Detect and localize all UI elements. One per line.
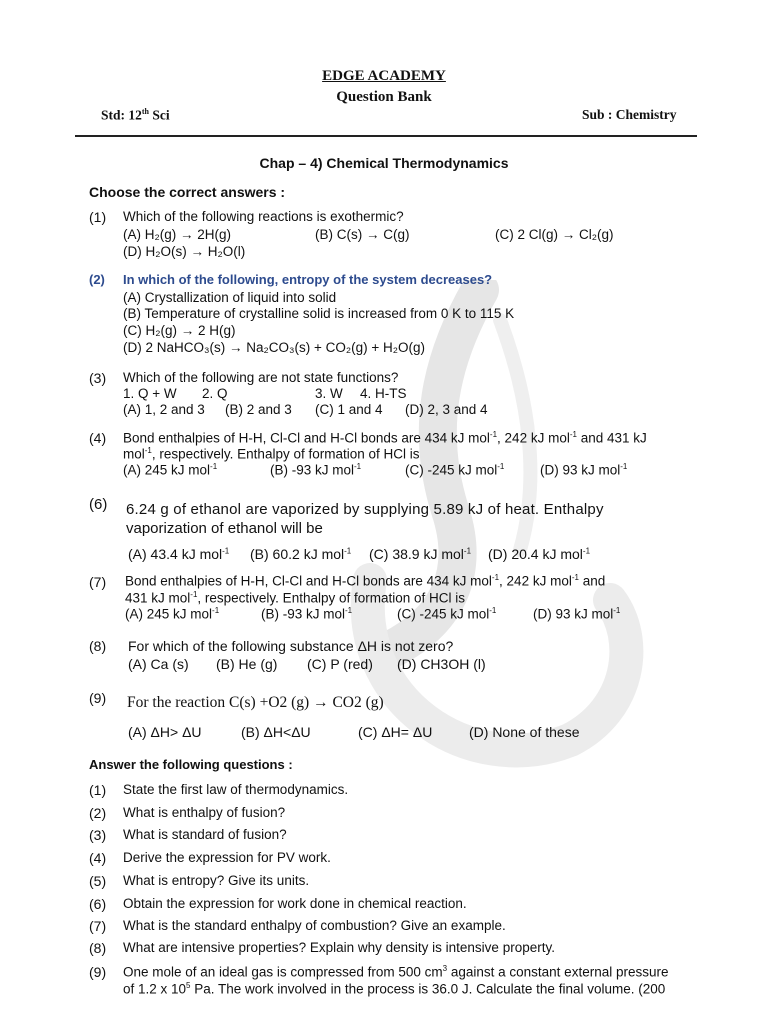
question-text-line-2: vaporization of ethanol will be	[126, 520, 323, 537]
option-c: (C) 1 and 4	[315, 402, 383, 417]
question-text: Derive the expression for PV work.	[123, 850, 331, 865]
option-d: (D) 93 kJ mol$^{-1}$	[540, 462, 628, 478]
option-c: (C) -245 kJ mol$^{-1}$	[405, 462, 505, 478]
option-b: (B) 60.2 kJ mol$^{-1}$	[250, 546, 352, 562]
question-number: (5)	[89, 873, 107, 889]
question-text: What is entropy? Give its units.	[123, 873, 310, 888]
standard-label: Std: 12th Sci	[101, 107, 170, 123]
question-number: (9)	[89, 690, 107, 706]
option-b: (B) Temperature of crystalline solid is increased from 0 K to 115 K	[123, 306, 515, 321]
question-text-line-2: of 1.2 x $10^5$ Pa. The work involved in the process is 36.0 J. Calculate the final volume. (200	[123, 981, 666, 997]
option-a: (A) 43.4 kJ mol$^{-1}$	[128, 546, 230, 562]
question-number: (4)	[89, 430, 107, 446]
question-text-line-2: mol$^{-1}$, respectively. Enthalpy of formation of HCl is	[123, 446, 420, 462]
edge-academy-watermark-logo	[330, 280, 650, 800]
option-c: (C) 2 Cl(g) → Cl₂(g)	[495, 227, 614, 242]
statement-1: 1. Q + W	[123, 386, 177, 401]
qa-heading: Answer the following questions :	[89, 757, 293, 772]
option-b: (B) ΔH<ΔU	[241, 724, 311, 740]
option-a: (A) Crystallization of liquid into solid	[123, 290, 337, 305]
option-a: (A) 245 kJ mol$^{-1}$	[125, 606, 220, 622]
option-a: (A) Ca (s)	[128, 656, 189, 672]
chapter-title: Chap – 4) Chemical Thermodynamics	[259, 155, 509, 171]
question-text-line-1: One mole of an ideal gas is compressed from 500 $cm^3$ against a constant external pressure	[123, 964, 669, 980]
question-text: State the first law of thermodynamics.	[123, 782, 349, 797]
statement-4: 4. H-TS	[360, 386, 407, 401]
question-text: What is enthalpy of fusion?	[123, 805, 286, 820]
option-a: (A) ΔH> ΔU	[128, 724, 202, 740]
option-b: (B) He (g)	[216, 656, 278, 672]
option-d: (D) None of these	[469, 724, 580, 740]
question-text: What is the standard enthalpy of combustion? Give an example.	[123, 918, 506, 933]
document-subtitle: Question Bank	[336, 89, 432, 105]
question-number: (7)	[89, 918, 107, 934]
option-c: (C) H₂(g) → 2 H(g)	[123, 323, 236, 338]
option-b: (B) -93 kJ mol$^{-1}$	[261, 606, 353, 622]
option-c: (C) ΔH= ΔU	[358, 724, 433, 740]
header-divider	[75, 135, 697, 137]
question-number: (8)	[89, 940, 107, 956]
option-a: (A) 245 kJ mol$^{-1}$	[123, 462, 218, 478]
question-text: For the reaction C(s) +O2 (g) → CO2 (g)	[127, 694, 384, 711]
question-text: Obtain the expression for work done in chemical reaction.	[123, 896, 467, 911]
option-c: (C) -245 kJ mol$^{-1}$	[397, 606, 497, 622]
question-text: Which of the following reactions is exothermic?	[123, 209, 404, 224]
question-number: (2)	[89, 272, 105, 287]
option-d: (D) 2, 3 and 4	[405, 402, 488, 417]
question-text: What is standard of fusion?	[123, 827, 287, 842]
option-b: (B) -93 kJ mol$^{-1}$	[270, 462, 362, 478]
question-text: In which of the following, entropy of the system decreases?	[123, 272, 493, 287]
question-text: Which of the following are not state functions?	[123, 370, 399, 385]
subject-label: Sub : Chemistry	[582, 107, 677, 122]
question-number: (9)	[89, 964, 107, 980]
option-b: (B) 2 and 3	[225, 402, 292, 417]
question-text-line-1: Bond enthalpies of H-H, Cl-Cl and H-Cl bonds are 434 kJ mol$^{-1}$, 242 kJ mol$^{-1}$ and 431 kJ	[123, 430, 647, 446]
institute-title: EDGE ACADEMY	[322, 68, 446, 84]
option-b: (B) C(s) → C(g)	[315, 227, 410, 242]
question-number: (1)	[89, 209, 107, 225]
statement-3: 3. W	[315, 386, 343, 401]
question-number: (3)	[89, 827, 107, 843]
question-number: (2)	[89, 805, 107, 821]
question-text: For which of the following substance ΔH is not zero?	[128, 638, 454, 654]
option-a: (A) 1, 2 and 3	[123, 402, 205, 417]
option-d: (D) 2 NaHCO₃(s) → Na₂CO₃(s) + CO₂(g) + H₂O(g)	[123, 340, 425, 355]
question-number: (8)	[89, 638, 107, 654]
option-a: (A) H₂(g) → 2H(g)	[123, 227, 231, 242]
question-number: (6)	[89, 896, 107, 912]
option-d: (D) CH3OH (l)	[397, 656, 486, 672]
question-text-line-1: 6.24 g of ethanol are vaporized by supplying 5.89 kJ of heat. Enthalpy	[126, 501, 604, 518]
question-text: What are intensive properties? Explain why density is intensive property.	[123, 940, 555, 955]
question-number: (4)	[89, 850, 107, 866]
question-number: (6)	[89, 496, 108, 513]
question-text-line-1: Bond enthalpies of H-H, Cl-Cl and H-Cl bonds are 434 kJ mol$^{-1}$, 242 kJ mol$^{-1}$ and	[125, 573, 606, 589]
option-c: (C) 38.9 kJ mol$^{-1}$	[369, 546, 472, 562]
option-c: (C) P (red)	[307, 656, 373, 672]
option-d: (D) 20.4 kJ mol$^{-1}$	[488, 546, 591, 562]
question-text-line-2: 431 kJ mol$^{-1}$, respectively. Enthalpy of formation of HCl is	[125, 590, 466, 606]
option-d: (D) 93 kJ mol$^{-1}$	[533, 606, 621, 622]
question-number: (1)	[89, 782, 107, 798]
option-d: (D) H₂O(s) → H₂O(l)	[123, 244, 246, 259]
question-number: (7)	[89, 574, 107, 590]
statement-2: 2. Q	[202, 386, 228, 401]
question-number: (3)	[89, 370, 107, 386]
mcq-heading: Choose the correct answers :	[89, 184, 286, 200]
